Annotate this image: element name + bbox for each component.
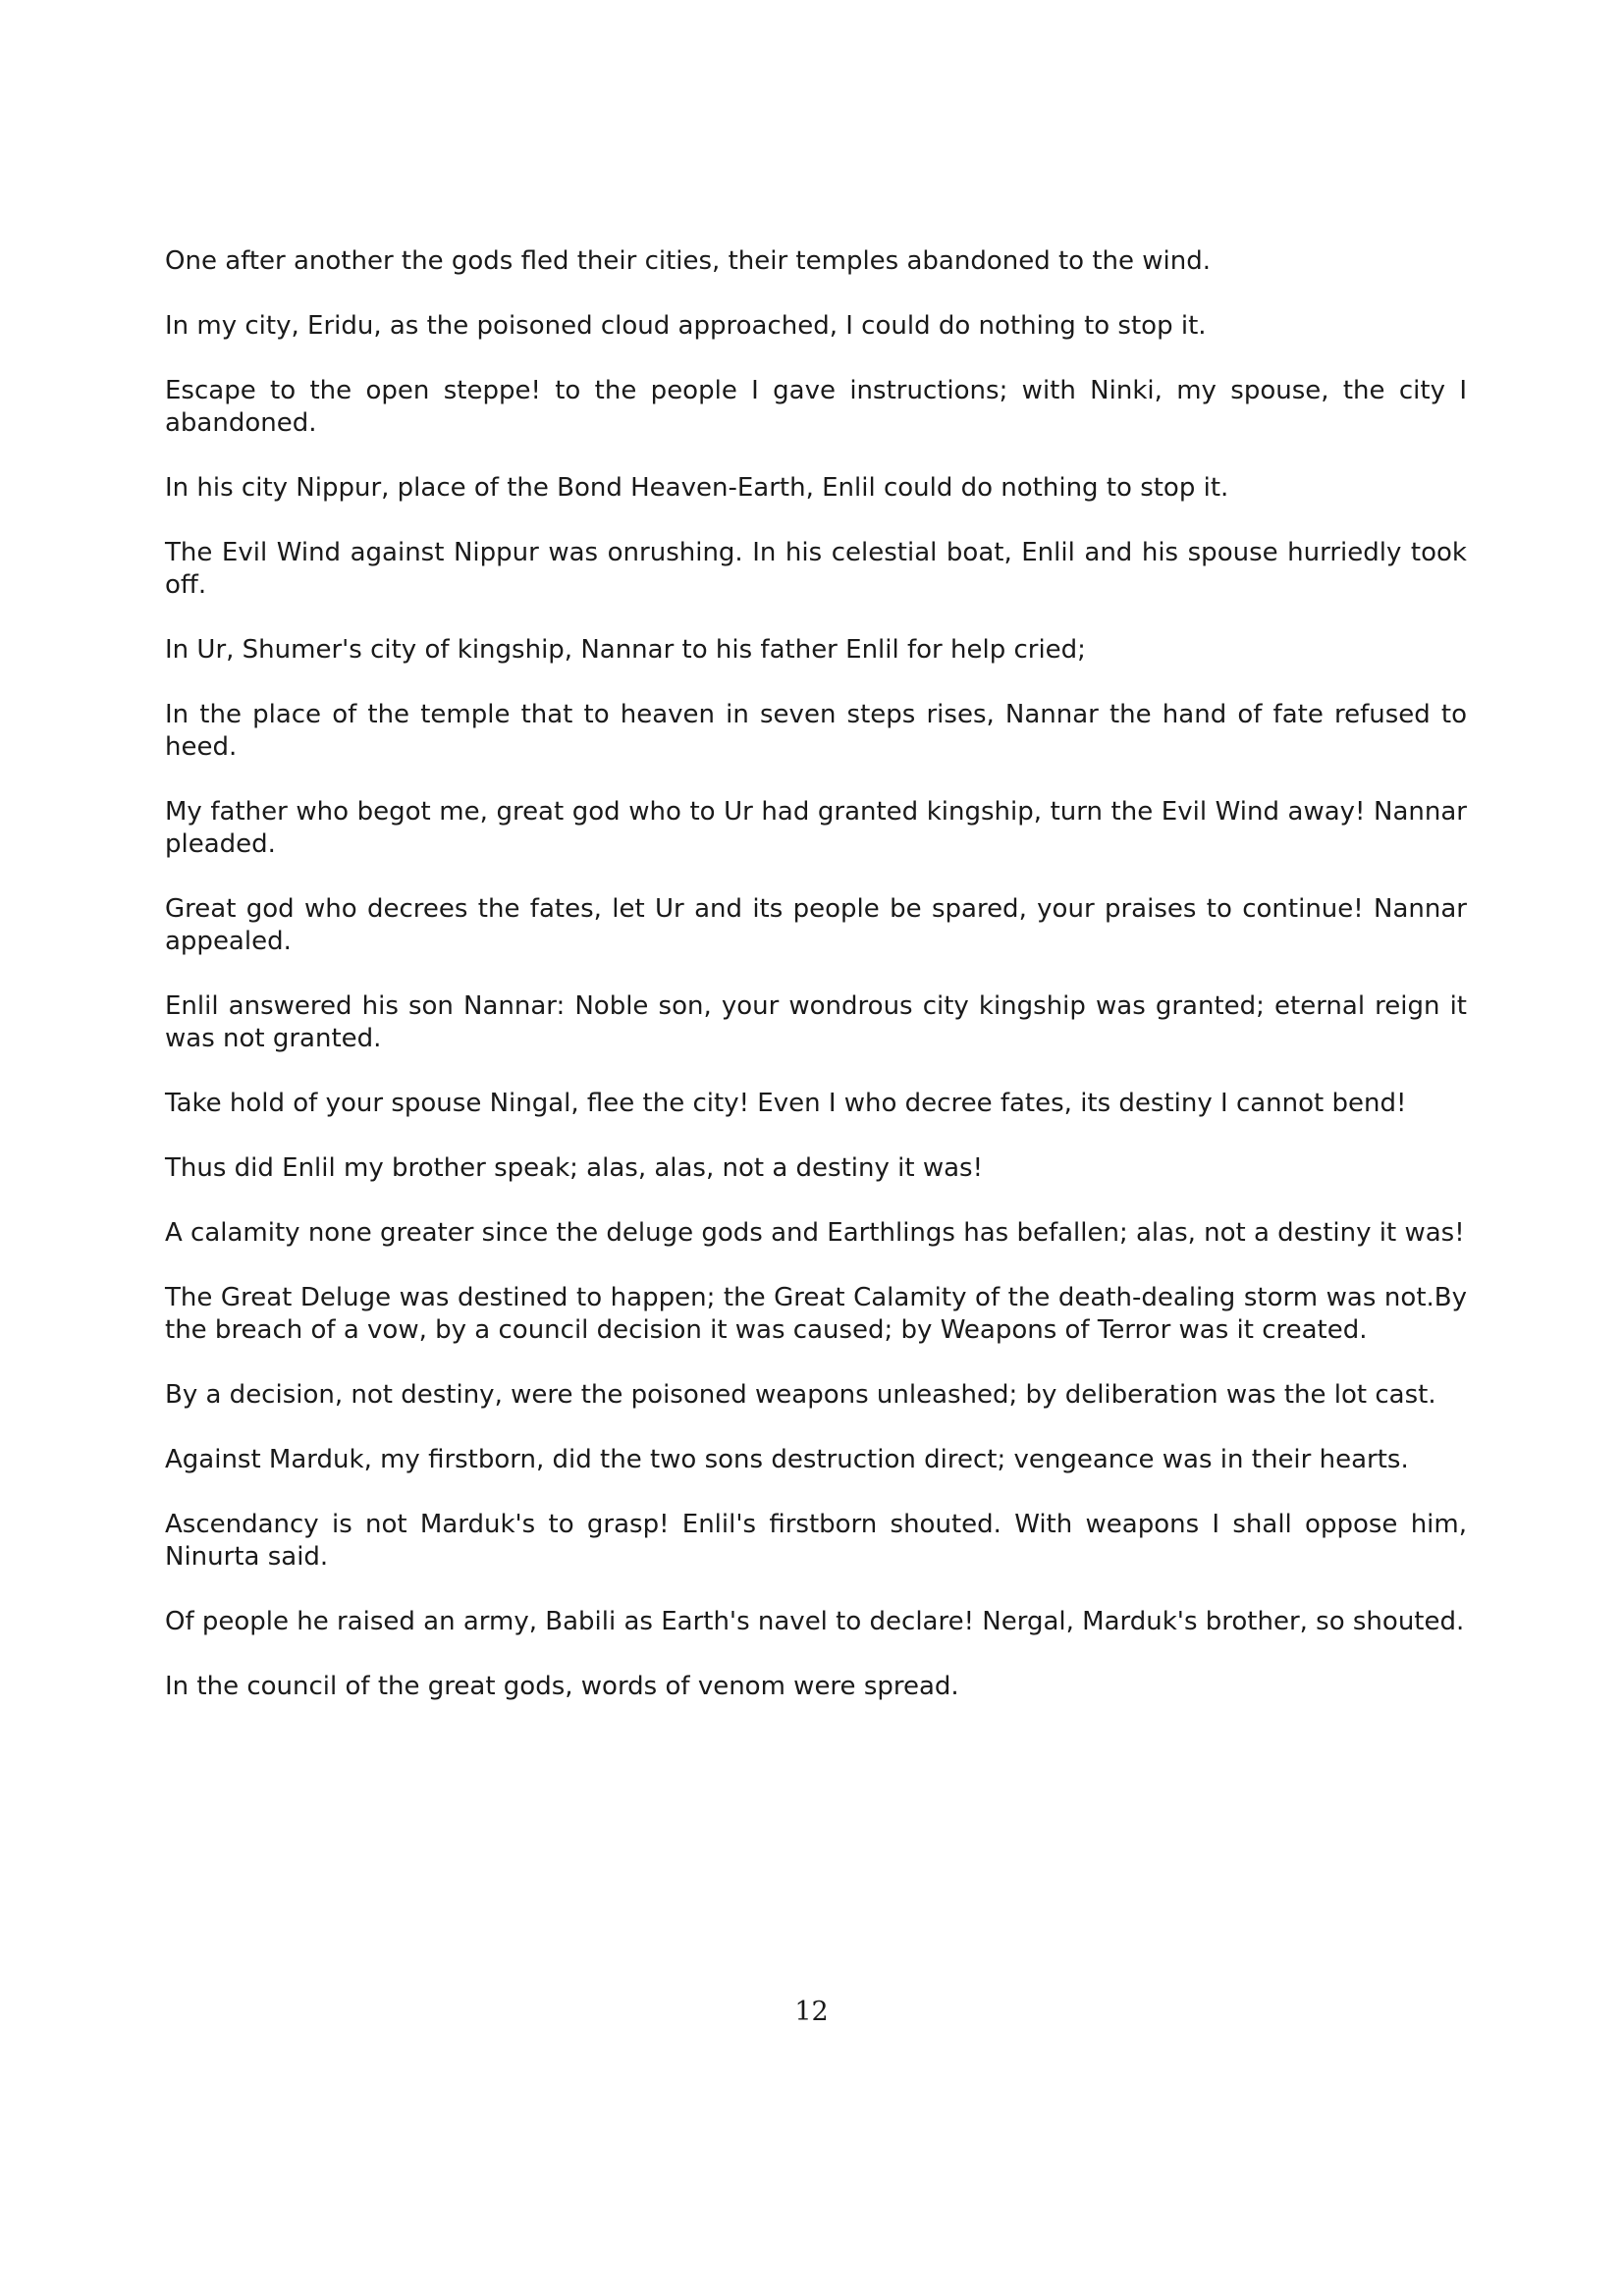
page-number: 12 [794, 1997, 829, 2027]
paragraph: One after another the gods fled their cities, their temples abandoned to the wind. [165, 246, 1212, 276]
paragraph: A calamity none greater since the deluge gods and Earthlings has befallen; alas, not a destiny it was! [165, 1218, 1465, 1248]
paragraph: The Great Deluge was destined to happen; the Great Calamity of the death-dealing storm was not.By the breach of a vow, by a council decision it was caused; by Weapons of Terror was it created. [165, 1283, 1467, 1345]
paragraph: My father who begot me, great god who to Ur had granted kingship, turn the Evil Wind away! Nannar pleaded. [165, 797, 1467, 859]
paragraph: In his city Nippur, place of the Bond Heaven-Earth, Enlil could do nothing to stop it. [165, 473, 1229, 503]
paragraph: Of people he raised an army, Babili as Earth's navel to declare! Nergal, Marduk's brother, so shouted. [165, 1607, 1465, 1636]
paragraph: Take hold of your spouse Ningal, flee the city! Even I who decree fates, its destiny I cannot bend! [165, 1089, 1407, 1118]
paragraph: In the place of the temple that to heaven in seven steps rises, Nannar the hand of fate refused to heed. [165, 700, 1467, 762]
paragraph: Enlil answered his son Nannar: Noble son, your wondrous city kingship was granted; eternal reign it was not granted. [165, 991, 1467, 1053]
paragraph: Thus did Enlil my brother speak; alas, alas, not a destiny it was! [165, 1153, 983, 1183]
paragraph: Escape to the open steppe! to the people I gave instructions; with Ninki, my spouse, the city I abandoned. [165, 376, 1467, 438]
paragraph: The Evil Wind against Nippur was onrushing. In his celestial boat, Enlil and his spouse hurriedly took off. [165, 538, 1467, 600]
paragraph: By a decision, not destiny, were the poisoned weapons unleashed; by deliberation was the lot cast. [165, 1380, 1436, 1410]
paragraph: In Ur, Shumer's city of kingship, Nannar to his father Enlil for help cried; [165, 635, 1086, 665]
paragraph: In my city, Eridu, as the poisoned cloud approached, I could do nothing to stop it. [165, 311, 1207, 341]
body-text [165, 245, 1467, 1735]
paragraph: Ascendancy is not Marduk's to grasp! Enlil's firstborn shouted. With weapons I shall oppose him, Ninurta said. [165, 1510, 1467, 1572]
paragraph: In the council of the great gods, words of venom were spread. [165, 1672, 959, 1701]
paragraph: Against Marduk, my firstborn, did the two sons destruction direct; vengeance was in their hearts. [165, 1445, 1409, 1474]
paragraph: Great god who decrees the fates, let Ur and its people be spared, your praises to continue! Nannar appealed. [165, 894, 1467, 956]
